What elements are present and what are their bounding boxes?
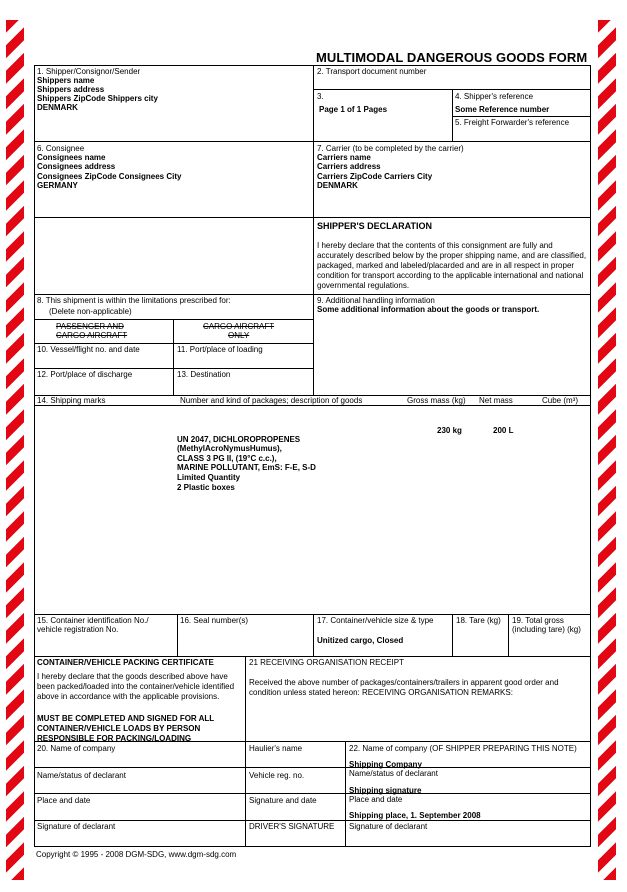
cube-label: Cube (m³) xyxy=(542,396,579,405)
col22-company-value: Shipping Company xyxy=(349,760,422,769)
gross-mass-label: Gross mass (kg) xyxy=(407,396,466,405)
col22-company-label: 22. Name of company (OF SHIPPER PREPARING THIS NOTE) xyxy=(349,744,577,753)
container-size-label: 17. Container/vehicle size & type xyxy=(317,616,434,625)
driver-signature-label: DRIVER'S SIGNATURE xyxy=(249,822,335,831)
consignee-city: Consignees ZipCode Consignees City xyxy=(37,172,182,181)
carrier-address: Carriers address xyxy=(317,162,381,171)
transport-doc-label: 2. Transport document number xyxy=(317,67,427,76)
total-gross-label-2: (including tare) (kg) xyxy=(512,625,581,634)
col20-signature-label: Signature of declarant xyxy=(37,822,116,831)
carrier-country: DENMARK xyxy=(317,181,358,190)
goods-line-6: 2 Plastic boxes xyxy=(177,483,235,492)
col20-company-label: 20. Name of company xyxy=(37,744,116,753)
goods-line-5: Limited Quantity xyxy=(177,473,241,482)
destination-label: 13. Destination xyxy=(177,370,231,379)
carrier-name: Carriers name xyxy=(317,153,371,162)
haulier-name-label: Haulier's name xyxy=(249,744,303,753)
limitations-label: 8. This shipment is within the limitations prescribed for: xyxy=(37,296,231,305)
shipper-ref-label: 4. Shipper's reference xyxy=(455,92,534,101)
packing-cert-bold: MUST BE COMPLETED AND SIGNED FOR ALL CONTAINER/VEHICLE LOADS BY PERSON RESPONSIBLE FOR PACKING/LOADING xyxy=(37,714,215,743)
hazard-stripe-left xyxy=(6,20,24,880)
form-title: MULTIMODAL DANGEROUS GOODS FORM xyxy=(316,50,588,65)
consignee-address: Consignees address xyxy=(37,162,116,171)
col20-place-label: Place and date xyxy=(37,796,91,805)
col22-status-label: Name/status of declarant xyxy=(349,769,438,778)
consignee-country: GERMANY xyxy=(37,181,78,190)
goods-line-3: CLASS 3 PG II, (19°C c.c.), xyxy=(177,454,277,463)
port-discharge-label: 12. Port/place of discharge xyxy=(37,370,133,379)
packing-cert-text: I hereby declare that the goods described above have been packed/loaded into the container/vehicle identified above in accordance with the applicable provisions. xyxy=(37,672,235,701)
total-gross-label-1: 19. Total gross xyxy=(512,616,564,625)
page-count: Page 1 of 1 Pages xyxy=(319,105,388,114)
tare-label: 18. Tare (kg) xyxy=(456,616,501,625)
net-mass-value: 200 L xyxy=(493,426,514,435)
goods-line-2: (MethylAcroNymusHumus), xyxy=(177,444,282,453)
shipper-city: Shippers ZipCode Shippers city xyxy=(37,94,158,103)
port-loading-label: 11. Port/place of loading xyxy=(177,345,263,354)
container-size-value: Unitized cargo, Closed xyxy=(317,636,404,645)
option-passenger-line1[interactable]: PASSENGER AND xyxy=(56,322,124,331)
container-id-label-1: 15. Container identification No./ xyxy=(37,616,149,625)
col22-signature-label: Signature of declarant xyxy=(349,822,428,831)
handling-label: 9. Additional handling information xyxy=(317,296,435,305)
option-cargo-line1[interactable]: CARGO AIRCRAFT xyxy=(203,322,275,331)
receipt-title: 21 RECEIVING ORGANISATION RECEIPT xyxy=(249,658,404,667)
col22-place-value: Shipping place, 1. September 2008 xyxy=(349,811,481,820)
col22-status-value: Shipping signature xyxy=(349,786,422,795)
haulier-sig-date-label: Signature and date xyxy=(249,796,317,805)
goods-line-1: UN 2047, DICHLOROPROPENES xyxy=(177,435,301,444)
box3-label: 3. xyxy=(317,92,324,101)
shipper-label: 1. Shipper/Consignor/Sender xyxy=(37,67,141,76)
vessel-label: 10. Vessel/flight no. and date xyxy=(37,345,140,354)
freight-ref-label: 5. Freight Forwarder's reference xyxy=(455,118,570,127)
carrier-city: Carriers ZipCode Carriers City xyxy=(317,172,433,181)
shipper-country: DENMARK xyxy=(37,103,78,112)
seal-label: 16. Seal number(s) xyxy=(180,616,249,625)
shipper-address: Shippers address xyxy=(37,85,105,94)
copyright: Copyright © 1995 - 2008 DGM-SDG, www.dgm-sdg.com xyxy=(36,850,237,859)
packing-cert-title: CONTAINER/VEHICLE PACKING CERTIFICATE xyxy=(37,658,214,667)
col20-status-label: Name/status of declarant xyxy=(37,771,126,780)
packages-desc-label: Number and kind of packages; description of goods xyxy=(180,396,363,405)
consignee-label: 6. Consignee xyxy=(37,144,85,153)
shipper-name: Shippers name xyxy=(37,76,95,85)
consignee-name: Consignees name xyxy=(37,153,106,162)
container-id-label-2: vehicle registration No. xyxy=(37,625,119,634)
net-mass-label: Net mass xyxy=(479,396,513,405)
carrier-label: 7. Carrier (to be completed by the carrier) xyxy=(317,144,464,153)
limitations-note: (Delete non-applicable) xyxy=(49,307,132,316)
vehicle-reg-label: Vehicle reg. no. xyxy=(249,771,305,780)
option-cargo-line2[interactable]: ONLY xyxy=(228,331,250,340)
goods-line-4: MARINE POLLUTANT, EmS: F-E, S-D xyxy=(177,463,316,472)
gross-mass-value: 230 kg xyxy=(437,426,462,435)
col22-place-label: Place and date xyxy=(349,795,403,804)
hazard-stripe-right xyxy=(598,20,616,880)
shipping-marks-label: 14. Shipping marks xyxy=(37,396,106,405)
receipt-text: Received the above number of packages/containers/trailers in apparent good order and condition unless stated hereon: RECEIVING ORGANISATION REMARKS: xyxy=(249,678,559,697)
declaration-text: I hereby declare that the contents of this consignment are fully and accurately described below by the proper shipping name, and are classified, packaged, marked and labeled/placarded and are in all respect in proper condition for transport according to the applicable international and national governmental regulations. xyxy=(317,241,587,290)
declaration-title: SHIPPER'S DECLARATION xyxy=(317,221,432,231)
handling-value: Some additional information about the goods or transport. xyxy=(317,305,540,314)
option-passenger-line2[interactable]: CARGO AIRCRAFT xyxy=(56,331,128,340)
shipper-ref-value: Some Reference number xyxy=(455,105,550,114)
